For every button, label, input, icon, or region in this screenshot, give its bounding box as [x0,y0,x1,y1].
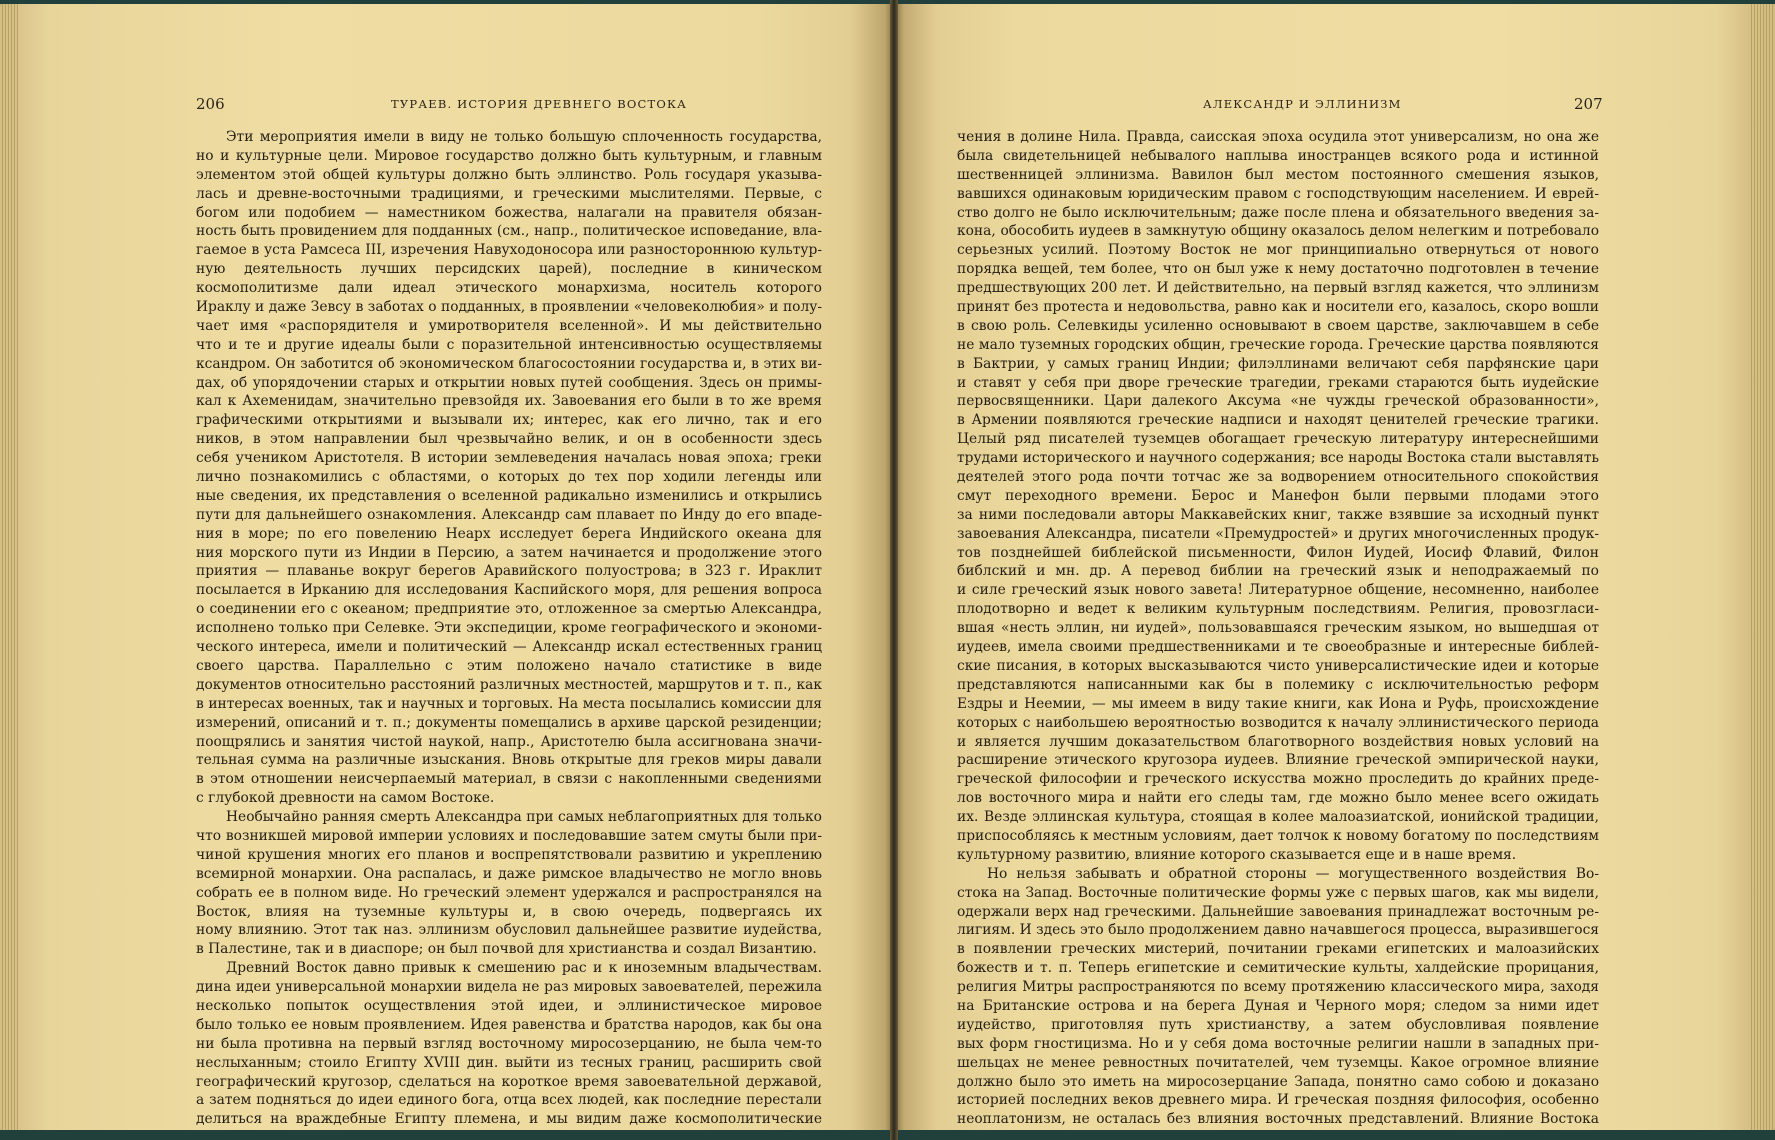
text-line: библский и мн. др. А перевод библии на греческий язык и неподражаемый по [957,563,1599,580]
text-line: лов восточного мира и найти его следы там, где можно было менее всего ожидать [957,790,1599,807]
text-line: вшая «несть эллин, ни иудей», пользовавшаяся греческим языком, но вышедшая от [957,620,1599,637]
text-line: за ними последовали авторы Маккавейских книг, также взявшие за исходный пункт [957,506,1599,523]
text-line: на Британские острова и на берега Дуная и Черного моря; следом за ними идет [957,997,1599,1014]
text-line: ников, в этом направлении был чрезвычайно велик, и он в особенности здесь [196,431,822,448]
text-line: а затем подняться до идеи единого бога, отца всех людей, как последние перестали [196,1092,822,1109]
text-line: иудейство, приготовляя путь христианству, а затем обусловливая появление [957,1016,1599,1033]
left-page-number: 206 [196,95,225,113]
text-line: Необычайно ранняя смерть Александра при самых неблагоприятных для только [226,809,822,826]
text-line: Эти мероприятия имели в виду не только большую сплоченность государства, [226,129,822,145]
text-line: ные сведения, их представления о вселенной радикально изменились и открылись [196,487,822,504]
text-line: лигиям. И здесь это было продолжением давно начавшегося процесса, выразившегося [957,922,1599,939]
text-line: стока на Запад. Восточные политические формы уже с первых шагов, как мы видели, [957,884,1599,901]
text-line: географический кругозор, сделаться на короткое время завоевательной державой, [196,1073,822,1090]
text-line: приятия — плаванье вокруг берегов Аравийского полуострова; в 323 г. Ираклит [196,563,822,580]
text-line: плодотворно и ведет к великим культурным последствиям. Религия, провозгласи- [957,601,1599,618]
text-line: серьезных усилий. Поэтому Восток не мог принципиально отвернуться от нового [957,242,1599,259]
text-line: пути для дальнейшего ознакомления. Александр сам плавает по Инду до его впаде- [196,506,822,523]
text-line: гаемое в уста Рамсеса III, изречения Навуходоносора или разностороннюю культур- [196,242,822,259]
text-line: неслыханным; стоило Египту XVIII дин. выйти из тесных границ, расширить свой [196,1054,822,1071]
text-line: шельцах не менее ревностных почитателей, чем туземцы. Какое огромное влияние [957,1054,1599,1071]
right-page-text [957,128,1599,1129]
text-line: чиной крушения многих его планов и воспрепятствовали развитию и укреплению [196,846,822,863]
text-line: историей последних веков древнего мира. И греческая поздняя философия, особенно [957,1092,1599,1109]
text-line: предшествующих 200 лет. И действительно, на первый взгляд кажется, что эллинизм [957,280,1599,297]
text-line: не мало туземных городских общин, греческие города. Греческие царства появляются [957,336,1599,353]
text-line: в Палестине, так и в диаспоре; он был почвой для христианства и создал Византию. [196,941,817,958]
text-line: трудами исторического и научного содержания; все народы Востока стали выставлять [957,450,1599,467]
text-line: приспособляясь к местным условиям, дает толчок к новому богатому по последствиям [957,827,1599,844]
text-line: дина идеи универсальной монархии видела не раз мировых завоевателей, пережила [196,979,822,996]
text-line: ному влиянию. Этот так наз. эллинизм обусловил дальнейшее развитие иудейства, [196,922,822,939]
text-line: себя учеником Аристотеля. В истории землеведения началась новая эпоха; греки [196,450,822,467]
text-line: культурному развитию, влияние которого сказывается еще и в наше время. [957,846,1517,863]
text-line: Целый ряд писателей туземцев обогащает греческую литературу интереснейшими [957,431,1599,448]
text-line: лично познакомились с областями, о которых до тех пор ходили легенды или [196,469,822,486]
text-line: тельная сумма на различные изыскания. Вновь открытые для греков миры давали [196,752,822,769]
text-line: греческой философии и греческого искусства можно проследить до крайних преде- [957,771,1599,788]
text-line: элементом этой общей культуры должно быть эллинство. Роль государя указыва- [196,166,822,183]
text-line: вых форм гностицизма. Но и у себя дома восточные религии нашли в западных при- [957,1035,1599,1052]
text-line: божеств и т. п. Теперь египетские и семитические культы, халдейские прорицания, [957,960,1599,977]
text-line: делиться на враждебные Египту племена, и мы видим даже космополитические [196,1111,822,1128]
text-line: измерений, описаний и т. п.; документы помещались в архиве царской резиденции; [196,714,822,731]
text-line: должно было это иметь на миросозерцание Запада, понятно само собою и доказано [957,1073,1599,1090]
text-line: ни была противна на первый взгляд восточному миросозерцанию, не была чем-то [196,1035,822,1052]
text-line: дах, об упорядочении старых и открытии новых путей сообщения. Здесь он примы- [196,374,822,391]
text-line: ную деятельность лучших персидских царей), последние в киническом [196,261,822,278]
text-line: богом или подобием — наместником божества, налагали на правителя обязан- [196,204,822,221]
text-line: о соединении его с океаном; предприятие это, отложенное за смертью Александра, [196,601,822,618]
text-line: Ираклу и даже Зевсу в заботах о подданных, в проявлении «человеколюбия» и полу- [196,299,822,316]
text-line: было только ее новым проявлением. Идея равенства и братства народов, как бы она [196,1016,822,1033]
text-line: и является лучшим доказательством благотворного воздействия новых условий на [957,733,1599,750]
right-page-edges [1749,4,1775,1130]
text-line: кал к Ахеменидам, значительно превзойдя их. Завоевания его были в то же время [196,393,822,410]
text-line: в интересах военных, так и научных и торговых. На места посылались комиссии для [196,695,822,712]
text-line: в появлении греческих мистерий, почитании греками египетских и малоазийских [957,941,1599,958]
text-line: своего царства. Параллельно с этим положено начало статистике в виде [196,657,822,674]
text-line: религия Митры распространяются по всему протяжению классического мира, заходя [957,979,1599,996]
text-line: представляются написанными как бы в полемику с исключительностью реформ [957,676,1599,693]
text-line: в свою роль. Селевкиды усиленно основывают в своем царстве, заключавшем в себе [957,317,1599,334]
text-line: что и те и другие идеалы были с поразительной интенсивностью осуществляемы [196,336,822,353]
left-page-text [196,128,822,1129]
text-line: и силе греческий язык нового завета! Литературное общение, несомненно, наиболее [957,582,1599,599]
text-line: расширение этического кругозора иудеев. Влияние греческой эмпирической науки, [957,752,1599,769]
text-line: в этом отношении неисчерпаемый материал, в связи с накопленными сведениями [196,771,822,788]
text-line: но и культурные цели. Мировое государство должно быть культурным, и главным [196,147,822,164]
text-line: всемирной монархии. Она распалась, и даже римское владычество не могло вновь [196,865,822,882]
text-line: в Армении появляются греческие надписи и находят ценителей греческие трагики. [957,412,1599,429]
right-running-head: АЛЕКСАНДР И ЭЛЛИНИЗМ [1203,97,1402,111]
text-line: иудеев, имела своими предшественниками и те своеобразные и интересные библей- [957,639,1599,656]
text-line: их. Везде эллинская культура, стоящая в колее малоазиатской, ионийской традиции, [957,809,1599,826]
text-line: чения в долине Нила. Правда, саисская эпоха осудила этот универсализм, но она же [957,129,1599,145]
text-line: посылается в Ирканию для исследования Каспийского моря, для решения вопроса [196,582,822,599]
text-line: которых с наибольшею вероятностью возводится к началу эллинистического периода [957,714,1599,731]
text-line: Ездры и Неемии, — мы имеем в виду такие книги, как Иона и Руфь, происхождение [957,695,1599,712]
text-line: исполнено только при Селевке. Эти экспедиции, кроме географического и экономи- [196,620,822,637]
text-line: графическими открытиями и вызывали их; интерес, как его лично, так и его [196,412,822,429]
text-line: порядка вещей, тем более, что он был уже к нему достаточно подготовлен в течение [957,261,1599,278]
text-line: Но нельзя забывать и обратной стороны — могущественного воздействия Во- [987,865,1599,882]
text-line: одержали верх над греческими. Дальнейшие завоевания принадлежат восточным ре- [957,903,1599,920]
text-line: лась и древне-восточными традициями, и греческими мыслителями. Первые, с [196,185,822,202]
book-gutter [890,0,898,1140]
left-running-head: ТУРАЕВ. ИСТОРИЯ ДРЕВНЕГО ВОСТОКА [391,97,688,111]
text-line: принят без протеста и недовольства, равно как и носители его, казалось, скоро вошли [957,299,1599,316]
text-line: чает имя «распорядителя и умиротворителя вселенной». И мы действительно [196,317,822,334]
text-line: ские писания, в которых высказываются чисто универсалистические идеи и которые [957,657,1599,674]
text-line: поощрялись и занятия чистой наукой, напр., Аристотелю была ассигнована значи- [196,733,822,750]
text-line: несколько попыток осуществления этой идеи, и эллинистическое мировое [196,997,822,1014]
text-line: ность быть провидением для подданных (см., напр., политическое исповедание, вла- [196,223,822,240]
text-line: ческого интереса, имели и политический — Александр искал естественных границ [196,639,822,656]
text-line: документов относительно расстояний различных местностей, маршрутов и т. п., как [196,676,822,693]
text-line: деятелей этого рода почти тотчас же за водворением относительного спокойствия [957,469,1599,486]
text-line: была свидетельницей небывалого наплыва иностранцев всякого рода и истинной [957,147,1599,164]
text-line: вавшихся одинаковым юридическим правом с господствующим населением. И еврей- [957,185,1599,202]
text-line: собрать ее в полном виде. Но греческий элемент удержался и распространялся на [196,884,822,901]
text-line: завоевания Александра, писатели «Премудростей» и других многочисленных продук- [957,525,1599,542]
text-line: кона, обособить иудеев в замкнутую общину оказалось делом нелегким и потребовало [957,223,1599,240]
text-line: космополитизме дали идеал этического монархизма, носитель которого [196,280,822,297]
left-page-edges [0,4,18,1130]
text-line: смут переходного времени. Берос и Манефон были первыми плодами этого [957,487,1599,504]
right-page-number: 207 [1574,95,1603,113]
text-line: в Бактрии, у самых границ Индии; филэллинами величают себя парфянские цари [957,355,1599,372]
text-line: Древний Восток давно привык к смешению рас и к иноземным владычествам. [226,960,822,977]
text-line: ния морского пути из Индии в Персию, а затем начинается и продолжение этого [196,544,822,561]
text-line: ство долго не было исключительным; даже после плена и обязательного введения за- [957,204,1599,221]
text-line: ния в море; по его повелению Неарх исследует берега Индийского океана для [196,525,822,542]
text-line: и ставят у себя при дворе греческие трагедии, греками стараются быть иудейские [957,374,1599,391]
text-line: что возникшей мировой империи условиях и последовавшие затем смуты были при- [196,827,822,844]
text-line: первосвященники. Цари далекого Аксума «не чужды греческой образованности», [957,393,1599,410]
text-line: неоплатонизм, не осталась без влияния восточных представлений. Влияние Востока [957,1111,1599,1128]
text-line: Восток, влияя на туземные культуры и, в свою очередь, подвергаясь их [196,903,822,920]
text-line: с глубокой древности на самом Востоке. [196,790,495,807]
text-line: шественницей эллинизма. Вавилон был местом постоянного смешения языков, [957,166,1599,183]
text-line: ксандром. Он заботится об экономическом благосостоянии государства и, в этих ви- [196,355,822,372]
text-line: тов позднейшей библейской письменности, Филон Иудей, Иосиф Флавий, Филон [957,544,1599,561]
